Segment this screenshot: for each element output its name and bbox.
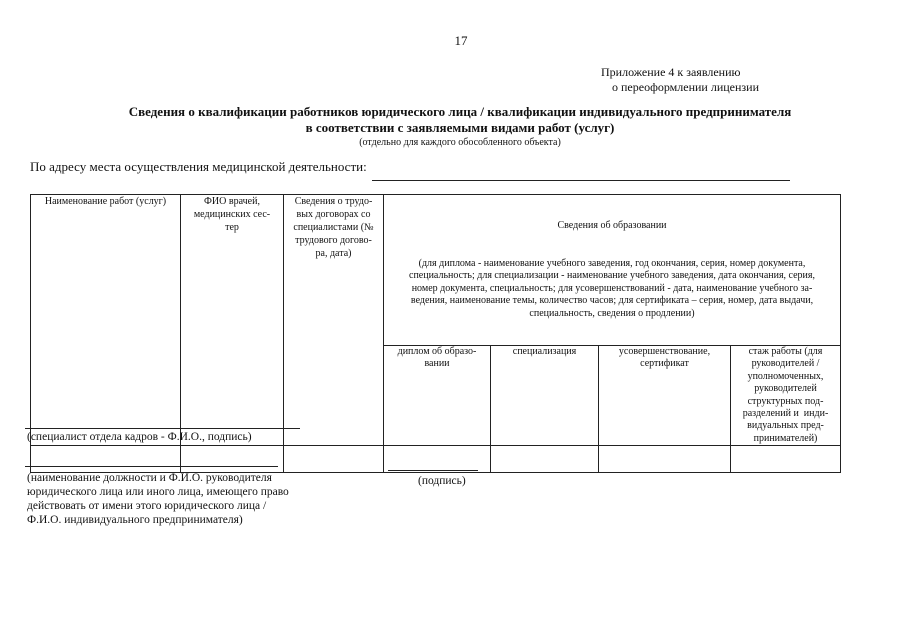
table-row <box>31 446 841 473</box>
table-cell-employment-contracts <box>284 446 384 473</box>
document-title-line-2: в соответствии с заявляемыми видами работ (услуг) <box>305 120 615 135</box>
subcol-header-advanced-training-certificate: усовершенствование, сертификат <box>599 346 731 446</box>
appendix-line-2: о переоформлении лицензии <box>612 80 760 94</box>
col-header-services: Наименование работ (услуг) <box>31 195 181 446</box>
appendix-line-1: Приложение 4 к заявлению <box>601 65 741 79</box>
subcol-header-specialization: специализация <box>491 346 599 446</box>
table-cell-services <box>31 446 181 473</box>
head-name-line <box>25 466 278 467</box>
title-block <box>20 104 900 149</box>
head-signature-caption: (подпись) <box>418 475 466 487</box>
education-header-description: (для диплома - наименование учебного заведения, год окончания, серия, номер документа, специальность; для специализации - наименование учебного заведения, дата окончания, серия, номер документа, специальность; для усовершенствований - дата, наименование учебного за- ведения, наименование темы, количество часов; для сертификата – серия, номер, дата выдачи, специальность, сведения о продлении) <box>409 257 816 319</box>
table-cell-advanced-training-certificate <box>599 446 731 473</box>
hr-specialist-signature-line <box>25 428 300 429</box>
table-cell-work-experience <box>731 446 841 473</box>
subcol-header-work-experience: стаж работы (для руководителей / уполномоченных, руководителей структурных под- разделений и инди- видуальных пред- принимателей) <box>731 346 841 446</box>
col-header-employment-contracts: Сведения о трудо- вых договорах со специалистами (№ трудового догово- ра, дата) <box>284 195 384 446</box>
header-row-1 <box>31 195 841 346</box>
address-label: По адресу места осуществления медицинской деятельности: <box>30 159 367 174</box>
table-head <box>31 195 841 446</box>
col-header-staff-names: ФИО врачей, медицинских сес- тер <box>181 195 284 446</box>
head-signature-line <box>388 470 478 471</box>
education-header-title: Сведения об образовании <box>557 220 667 231</box>
page-number: 17 <box>454 33 468 48</box>
address-field-underline <box>372 180 790 181</box>
table-cell-staff-names <box>181 446 284 473</box>
head-name-caption: (наименование должности и Ф.И.О. руководителя юридического лица или иного лица, имеющего право действовать от имени этого юридического лица / Ф.И.О. индивидуального предпринимателя) <box>27 472 289 526</box>
table-cell-diploma <box>384 446 491 473</box>
document-title-note: (отдельно для каждого обособленного объекта) <box>359 137 561 148</box>
hr-specialist-signature-caption: (специалист отдела кадров - Ф.И.О., подпись) <box>27 431 252 443</box>
table-body <box>31 446 841 473</box>
col-group-header-education <box>384 195 841 346</box>
subcol-header-diploma: диплом об образо- вании <box>384 346 491 446</box>
document-title-line-1: Сведения о квалификации работников юридического лица / квалификации индивидуального предпринимателя <box>128 104 792 119</box>
table-cell-specialization <box>491 446 599 473</box>
